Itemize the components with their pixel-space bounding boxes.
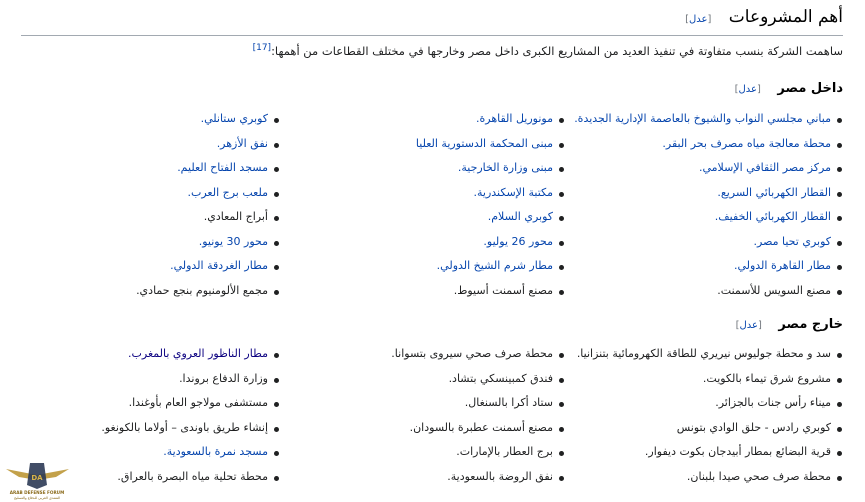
subheading-inside-title: داخل مصر [777, 81, 843, 96]
list-item[interactable] [574, 230, 843, 255]
list-item-text[interactable]: مبنى المحكمة الدستورية العليا [415, 136, 553, 150]
list-item-text: إنشاء طريق باوندى – أولاما بالكونغو. [101, 420, 268, 434]
outside-list-col-2 [391, 342, 565, 489]
list-item[interactable] [136, 230, 280, 255]
list-item [136, 205, 280, 230]
list-item [416, 279, 565, 304]
list-item [577, 440, 843, 465]
list-item [577, 367, 843, 392]
list-item[interactable] [416, 230, 565, 255]
list-item[interactable] [416, 205, 565, 230]
list-item [577, 416, 843, 441]
list-item-text[interactable]: مباني مجلسي النواب والشيوخ بالعاصمة الإدارية الجديدة. [574, 112, 831, 125]
list-item[interactable] [136, 181, 280, 206]
list-item [391, 367, 565, 392]
list-item[interactable] [574, 254, 843, 279]
list-item [101, 416, 280, 441]
list-item [577, 465, 843, 490]
list-item [101, 391, 280, 416]
inside-list-col-1 [574, 107, 843, 303]
list-item[interactable] [574, 181, 843, 206]
list-item-text: مستشفى مولاجو العام بأوغندا. [128, 396, 268, 409]
watermark-logo [0, 455, 75, 500]
list-item-text: محطة تحلية مياه البصرة بالعراق. [117, 469, 268, 483]
outside-list-col-3 [101, 342, 280, 489]
list-item-text[interactable]: محور 26 يوليو. [483, 234, 553, 248]
list-item[interactable] [416, 254, 565, 279]
list-item[interactable] [574, 156, 843, 181]
list-item-text[interactable]: ملعب برج العرب. [187, 185, 268, 199]
list-item-text[interactable]: نفق الأزهر. [216, 136, 268, 150]
list-item[interactable] [136, 132, 280, 157]
list-item [101, 367, 280, 392]
list-item-text: سد و محطة جوليوس نيريري للطاقة الكهرومائية بتنزانيا. [576, 347, 831, 360]
edit-outside-text[interactable]: عدل [739, 320, 758, 331]
list-item-text[interactable]: مطار القاهرة الدولي. [733, 259, 831, 272]
intro-text: ساهمت الشركة بنسب متفاوتة في تنفيذ العديد من المشاريع الكبرى داخل مصر وخارجها في مختلف القطاعات من أهمها: [271, 43, 843, 58]
list-item-text: مصنع أسمنت أسيوط. [453, 283, 553, 297]
list-item[interactable] [136, 156, 280, 181]
list-item-text: كوبري رادس - حلق الوادي بتونس [676, 420, 831, 434]
list-item-text: قرية البضائع بمطار أبيدجان بكوت ديفوار. [644, 445, 831, 458]
list-item-text: مجمع الألومنيوم بنجع حمادي. [136, 283, 268, 297]
list-item-text: مصنع أسمنت عطبرة بالسودان. [409, 420, 553, 434]
list-item[interactable] [101, 440, 280, 465]
list-item [577, 391, 843, 416]
list-item[interactable] [574, 107, 843, 132]
edit-section-link[interactable]: [عدل] [685, 14, 712, 25]
list-item [391, 440, 565, 465]
watermark-sub: المنتدى العربي للدفاع والتسليح [13, 496, 61, 500]
subheading-inside [735, 80, 843, 99]
edit-inside-text[interactable]: عدل [738, 84, 757, 95]
edit-link-text[interactable]: عدل [688, 14, 708, 25]
list-item[interactable] [416, 156, 565, 181]
list-item-text: مصنع السويس للأسمنت. [717, 283, 831, 297]
list-item [574, 279, 843, 304]
list-item[interactable] [136, 107, 280, 132]
list-item [391, 342, 565, 367]
list-item-text: محطة صرف صحي صيدا بلبنان. [686, 469, 831, 483]
list-item[interactable] [136, 254, 280, 279]
list-item-text[interactable]: كوبري تحيا مصر. [753, 234, 831, 248]
list-item[interactable] [416, 107, 565, 132]
list-item-text[interactable]: مونوريل القاهرة. [476, 112, 553, 125]
list-item-text: نفق الروضة بالسعودية. [447, 469, 553, 483]
list-item-text[interactable]: مسجد نمرة بالسعودية. [163, 445, 268, 458]
list-item[interactable] [416, 181, 565, 206]
inside-list-col-2 [416, 107, 565, 303]
edit-inside-link[interactable]: [عدل] [734, 84, 761, 95]
list-item-text[interactable]: محور 30 يونيو. [198, 234, 268, 248]
watermark-mark: DA [31, 474, 43, 482]
list-item-text[interactable]: مطار شرم الشيخ الدولي. [436, 259, 553, 272]
reference-link[interactable]: [17] [252, 43, 272, 53]
subheading-outside [736, 316, 843, 335]
edit-outside-link[interactable]: [عدل] [735, 320, 762, 331]
list-item-text[interactable]: كوبري السلام. [487, 210, 553, 223]
list-item-text[interactable]: مسجد الفتاح العليم. [177, 161, 268, 174]
list-item-text: مشروع شرق تيماء بالكويت. [702, 371, 831, 385]
list-item-text[interactable]: مكتبة الإسكندرية. [473, 185, 553, 199]
intro-paragraph [21, 40, 843, 59]
list-item [136, 279, 280, 304]
list-item-text[interactable]: القطار الكهربائي الخفيف. [714, 210, 831, 223]
list-item-text: وزارة الدفاع بروندا. [179, 371, 268, 385]
outside-list-col-1 [577, 342, 843, 489]
list-item-text: أبراج المعادي. [203, 210, 268, 223]
subheading-outside-title: خارج مصر [778, 317, 843, 332]
list-item-text[interactable]: مركز مصر الثقافي الإسلامي. [699, 161, 831, 174]
inside-list-col-3 [136, 107, 280, 303]
watermark-name: ARAB DEFENSE FORUM [9, 490, 65, 495]
list-item [391, 465, 565, 490]
list-item[interactable] [416, 132, 565, 157]
list-item [577, 342, 843, 367]
list-item-text: فندق كمبينسكي بتشاد. [448, 371, 553, 385]
list-item[interactable] [101, 342, 280, 367]
list-item-text: ميناء رأس جنات بالجزائر. [715, 396, 831, 409]
list-item-text: برج العطار بالإمارات. [456, 445, 553, 458]
section-title: أهم المشروعات [728, 7, 843, 27]
list-item [101, 465, 280, 490]
list-item[interactable] [574, 205, 843, 230]
list-item[interactable] [574, 132, 843, 157]
list-item [391, 391, 565, 416]
list-item-text: محطة صرف صحي سيروى بتسوانا. [391, 347, 553, 360]
list-item-text[interactable]: مبنى وزارة الخارجية. [457, 161, 553, 174]
list-item-text[interactable]: مطار الغردقة الدولي. [170, 259, 268, 272]
section-heading [21, 6, 843, 36]
list-item-text[interactable]: محطة معالجة مياه مصرف بحر البقر. [662, 136, 831, 150]
list-item-text[interactable]: القطار الكهربائي السريع. [717, 185, 831, 199]
list-item [391, 416, 565, 441]
list-item-text: ستاد أكرا بالسنغال. [464, 396, 553, 409]
list-item-text[interactable]: مطار الناظور العروي بالمغرب. [128, 347, 268, 360]
list-item-text[interactable]: كوبري ستانلي. [200, 112, 268, 125]
